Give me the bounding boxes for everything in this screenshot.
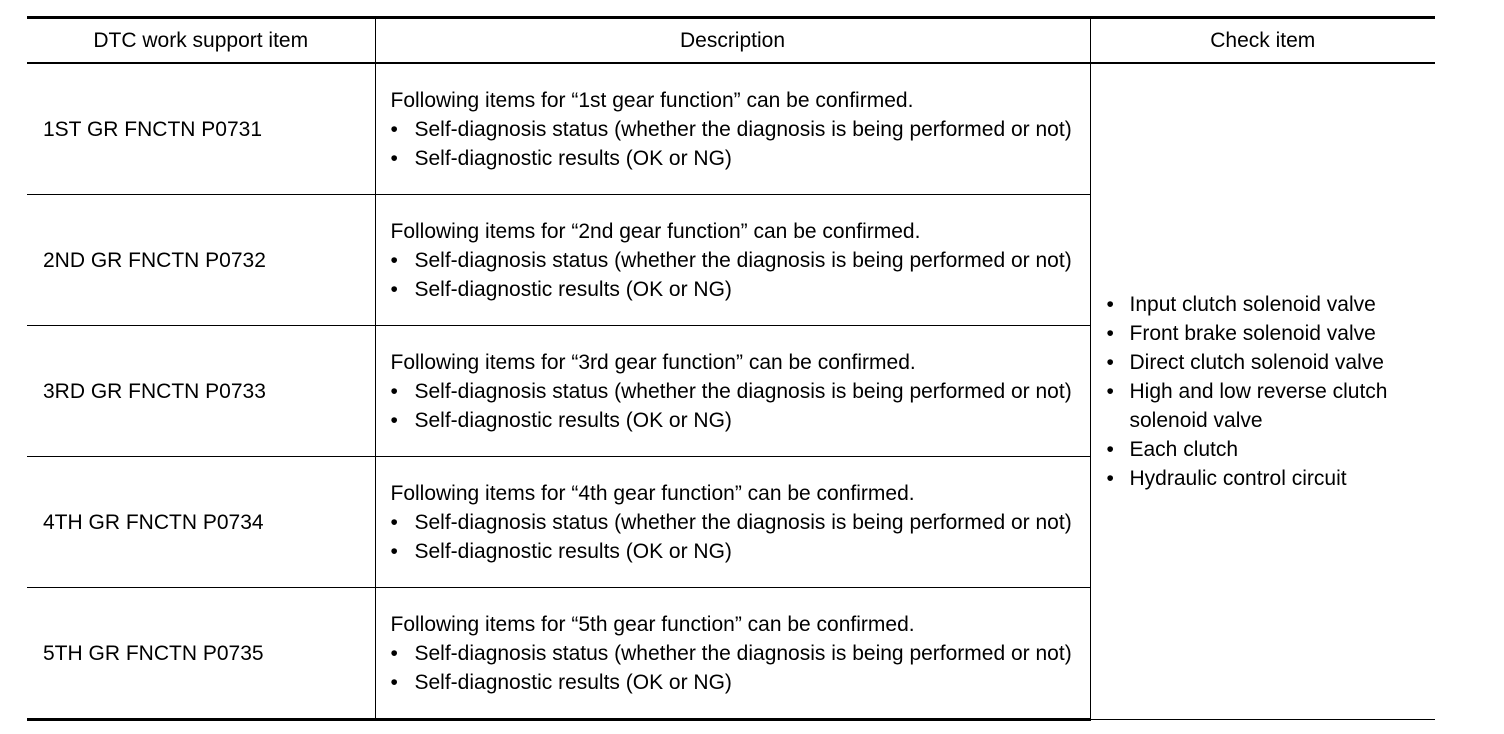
description-lead: Following items for “1st gear function” can be confirmed. bbox=[390, 88, 914, 112]
check-item-list bbox=[1107, 290, 1430, 493]
description-bullet-list bbox=[391, 246, 1082, 304]
description-bullet-list bbox=[391, 639, 1082, 697]
dtc-work-support-table bbox=[27, 16, 1435, 721]
description-cell bbox=[375, 63, 1090, 195]
description-bullet: • Self-diagnosis status (whether the diagnosis is being performed or not) bbox=[391, 508, 1082, 537]
check-item: • Input clutch solenoid valve bbox=[1107, 290, 1430, 319]
header-description: Description bbox=[375, 18, 1090, 64]
dtc-item-cell: 3RD GR FNCTN P0733 bbox=[27, 326, 375, 457]
header-dtc-work-support-item: DTC work support item bbox=[27, 18, 375, 64]
description-lead: Following items for “4th gear function” can be confirmed. bbox=[390, 481, 915, 505]
description-bullet: • Self-diagnostic results (OK or NG) bbox=[391, 668, 1082, 697]
description-cell bbox=[375, 195, 1090, 326]
description-cell bbox=[375, 588, 1090, 720]
check-item: • Direct clutch solenoid valve bbox=[1107, 348, 1430, 377]
description-bullet: • Self-diagnostic results (OK or NG) bbox=[391, 275, 1082, 304]
description-cell bbox=[375, 326, 1090, 457]
description-lead: Following items for “3rd gear function” can be confirmed. bbox=[390, 350, 916, 374]
header-row bbox=[27, 18, 1435, 64]
description-bullet: • Self-diagnosis status (whether the diagnosis is being performed or not) bbox=[391, 377, 1082, 406]
dtc-item-cell: 2ND GR FNCTN P0732 bbox=[27, 195, 375, 326]
check-item: • Hydraulic control circuit bbox=[1107, 464, 1430, 493]
dtc-item-cell: 1ST GR FNCTN P0731 bbox=[27, 63, 375, 195]
check-item: • High and low reverse clutch solenoid valve bbox=[1107, 377, 1430, 435]
dtc-item-cell: 5TH GR FNCTN P0735 bbox=[27, 588, 375, 720]
description-bullet: • Self-diagnosis status (whether the diagnosis is being performed or not) bbox=[391, 115, 1082, 144]
description-bullet: • Self-diagnosis status (whether the diagnosis is being performed or not) bbox=[391, 639, 1082, 668]
description-bullet: • Self-diagnostic results (OK or NG) bbox=[391, 537, 1082, 566]
check-item: • Front brake solenoid valve bbox=[1107, 319, 1430, 348]
check-item-cell bbox=[1090, 63, 1435, 720]
description-cell bbox=[375, 457, 1090, 588]
description-lead: Following items for “5th gear function” can be confirmed. bbox=[390, 612, 915, 636]
dtc-item-cell: 4TH GR FNCTN P0734 bbox=[27, 457, 375, 588]
description-bullet-list bbox=[391, 508, 1082, 566]
description-bullet: • Self-diagnostic results (OK or NG) bbox=[391, 406, 1082, 435]
description-bullet-list bbox=[391, 377, 1082, 435]
header-check-item: Check item bbox=[1090, 18, 1435, 64]
check-item: • Each clutch bbox=[1107, 435, 1430, 464]
description-bullet-list bbox=[391, 115, 1082, 173]
table-row bbox=[27, 63, 1435, 195]
description-bullet: • Self-diagnostic results (OK or NG) bbox=[391, 144, 1082, 173]
description-bullet: • Self-diagnosis status (whether the diagnosis is being performed or not) bbox=[391, 246, 1082, 275]
description-lead: Following items for “2nd gear function” can be confirmed. bbox=[390, 219, 921, 243]
